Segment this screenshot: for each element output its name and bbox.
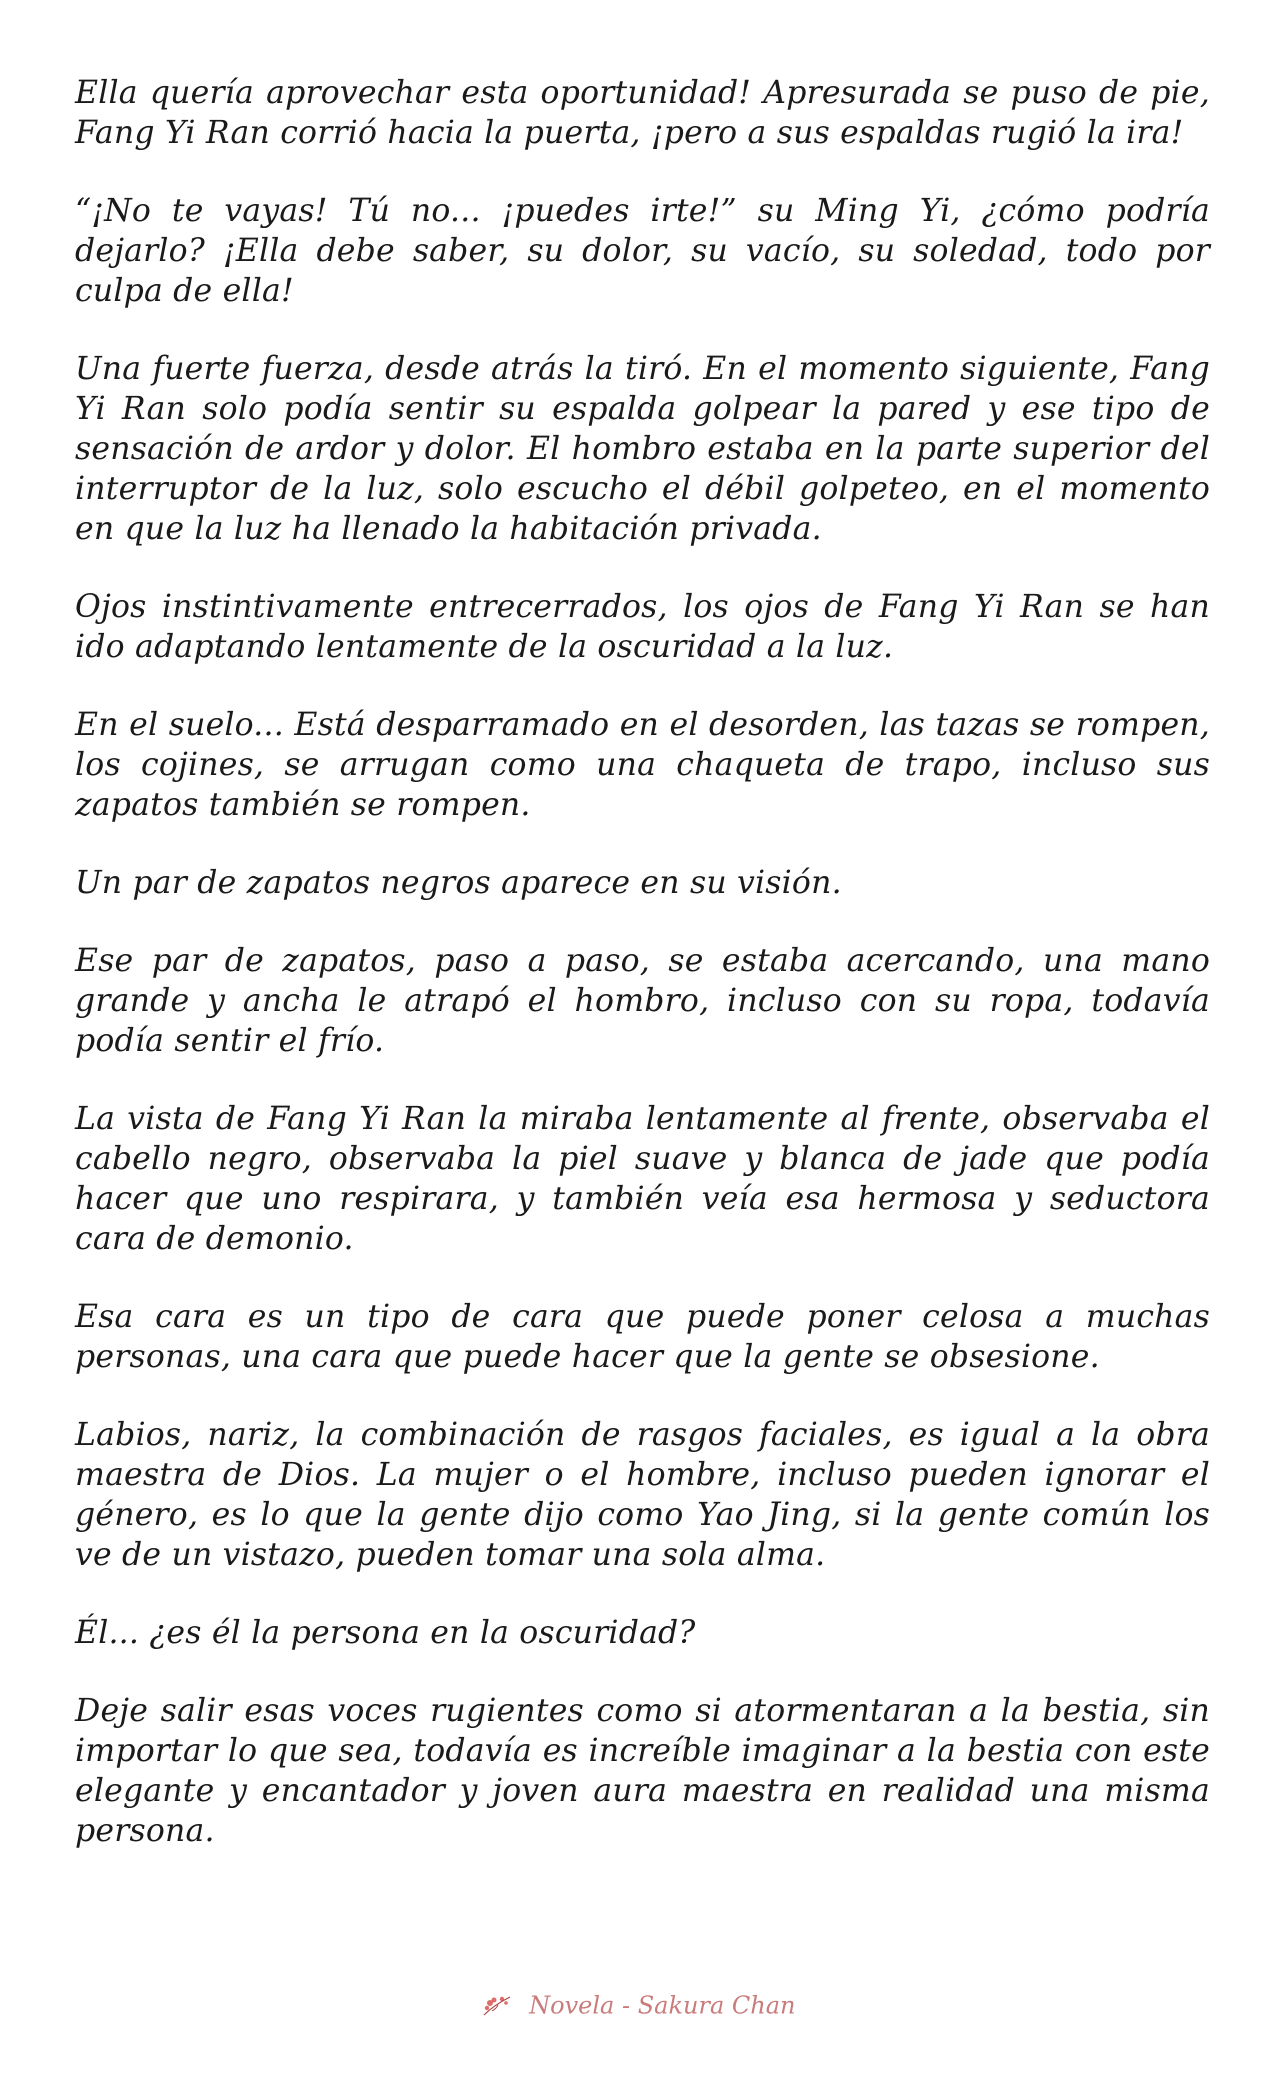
paragraph-11: Él... ¿es él la persona en la oscuridad?	[75, 1615, 696, 1651]
paragraph-5: En el suelo... Está desparramado en el desorden, las tazas se rompen, los cojines, se arrugan como una chaqueta de trapo, incluso sus zapatos también se rompen.	[75, 707, 1210, 823]
paragraph-7: Ese par de zapatos, paso a paso, se estaba acercando, una mano grande y ancha le atrapó el hombro, incluso con su ropa, todavía podía sentir el frío.	[75, 943, 1210, 1059]
footer-text: Novela - Sakura Chan	[529, 1991, 796, 2020]
paragraph-10: Labios, nariz, la combinación de rasgos faciales, es igual a la obra maestra de Dios. La mujer o el hombre, incluso pueden ignorar el género, es lo que la gente dijo como Yao Jing, si la gente común los ve de un vistazo, pueden tomar una sola alma.	[75, 1417, 1210, 1573]
document-body	[75, 73, 1210, 1889]
sakura-flower-icon	[480, 1991, 516, 2021]
paragraph-12: Deje salir esas voces rugientes como si atormentaran a la bestia, sin importar lo que sea, todavía es increíble imaginar a la bestia con este elegante y encantador y joven aura maestra en realidad una misma persona.	[75, 1693, 1210, 1849]
footer-credit	[0, 1990, 1275, 2021]
paragraph-8: La vista de Fang Yi Ran la miraba lentamente al frente, observaba el cabello negro, observaba la piel suave y blanca de jade que podía hacer que uno respirara, y también veía esa hermosa y seductora cara de demonio.	[75, 1101, 1210, 1257]
paragraph-6: Un par de zapatos negros aparece en su visión.	[75, 865, 842, 901]
paragraph-1: Ella quería aprovechar esta oportunidad! Apresurada se puso de pie, Fang Yi Ran corrió hacia la puerta, ¡pero a sus espaldas rugió la ira!	[75, 75, 1210, 151]
paragraph-2: “¡No te vayas! Tú no... ¡puedes irte!” su Ming Yi, ¿cómo podría dejarlo? ¡Ella debe saber, su dolor, su vacío, su soledad, todo por culpa de ella!	[75, 193, 1210, 309]
paragraph-3: Una fuerte fuerza, desde atrás la tiró. En el momento siguiente, Fang Yi Ran solo podía sentir su espalda golpear la pared y ese tipo de sensación de ardor y dolor. El hombro estaba en la parte superior del interruptor de la luz, solo escucho el débil golpeteo, en el momento en que la luz ha llenado la habitación privada.	[75, 351, 1210, 547]
paragraph-4: Ojos instintivamente entrecerrados, los ojos de Fang Yi Ran se han ido adaptando lentamente de la oscuridad a la luz.	[75, 589, 1210, 665]
paragraph-9: Esa cara es un tipo de cara que puede poner celosa a muchas personas, una cara que puede hacer que la gente se obsesione.	[75, 1299, 1210, 1375]
